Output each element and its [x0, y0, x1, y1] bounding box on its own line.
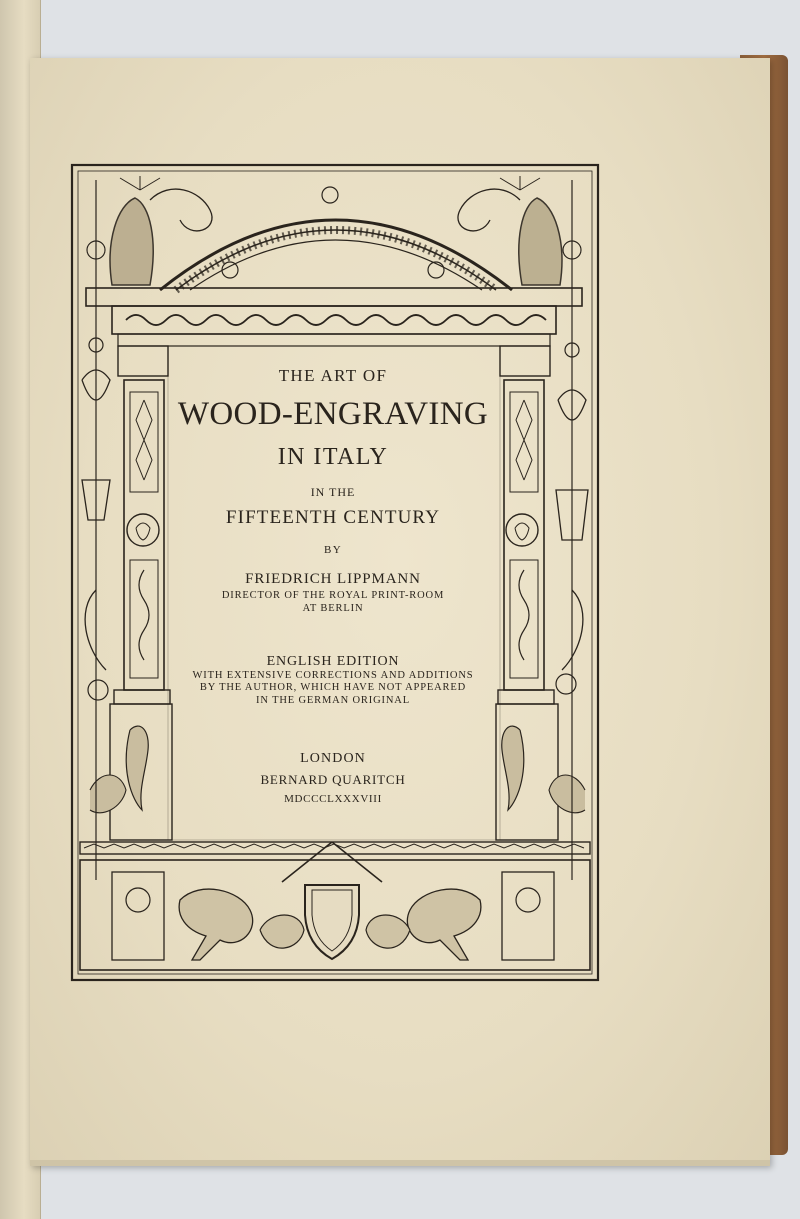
main-title: WOOD-ENGRAVING	[177, 395, 489, 432]
title-block	[168, 355, 498, 835]
title-line-century: FIFTEENTH CENTURY	[225, 506, 441, 528]
top-arch-ornament	[110, 176, 562, 290]
author-role: DIRECTOR OF THE ROYAL PRINT-ROOM	[221, 590, 445, 602]
title-line-the-art-of: THE ART OF	[278, 366, 388, 385]
title-line-in-italy: IN ITALY	[277, 443, 389, 470]
edition-note-3: IN THE GERMAN ORIGINAL	[256, 694, 410, 706]
entablature	[86, 288, 582, 346]
imprint-city: LONDON	[300, 751, 366, 767]
title-line-in-the: IN THE	[310, 485, 356, 500]
right-candelabrum	[556, 180, 588, 880]
imprint-year: MDCCCLXXXVIII	[284, 793, 382, 805]
imprint-publisher: BERNARD QUARITCH	[260, 771, 406, 787]
edition-note-1: WITH EXTENSIVE CORRECTIONS AND ADDITIONS	[192, 669, 474, 681]
edition-label: ENGLISH EDITION	[266, 654, 400, 670]
edition-note-2: BY THE AUTHOR, WHICH HAVE NOT APPEARED	[199, 682, 467, 694]
left-pilaster	[90, 346, 172, 840]
author-location: AT BERLIN	[302, 602, 364, 614]
by-line: BY	[324, 544, 342, 557]
author-name: FRIEDRICH LIPPMANN	[245, 570, 421, 587]
bottom-frieze	[80, 842, 590, 970]
